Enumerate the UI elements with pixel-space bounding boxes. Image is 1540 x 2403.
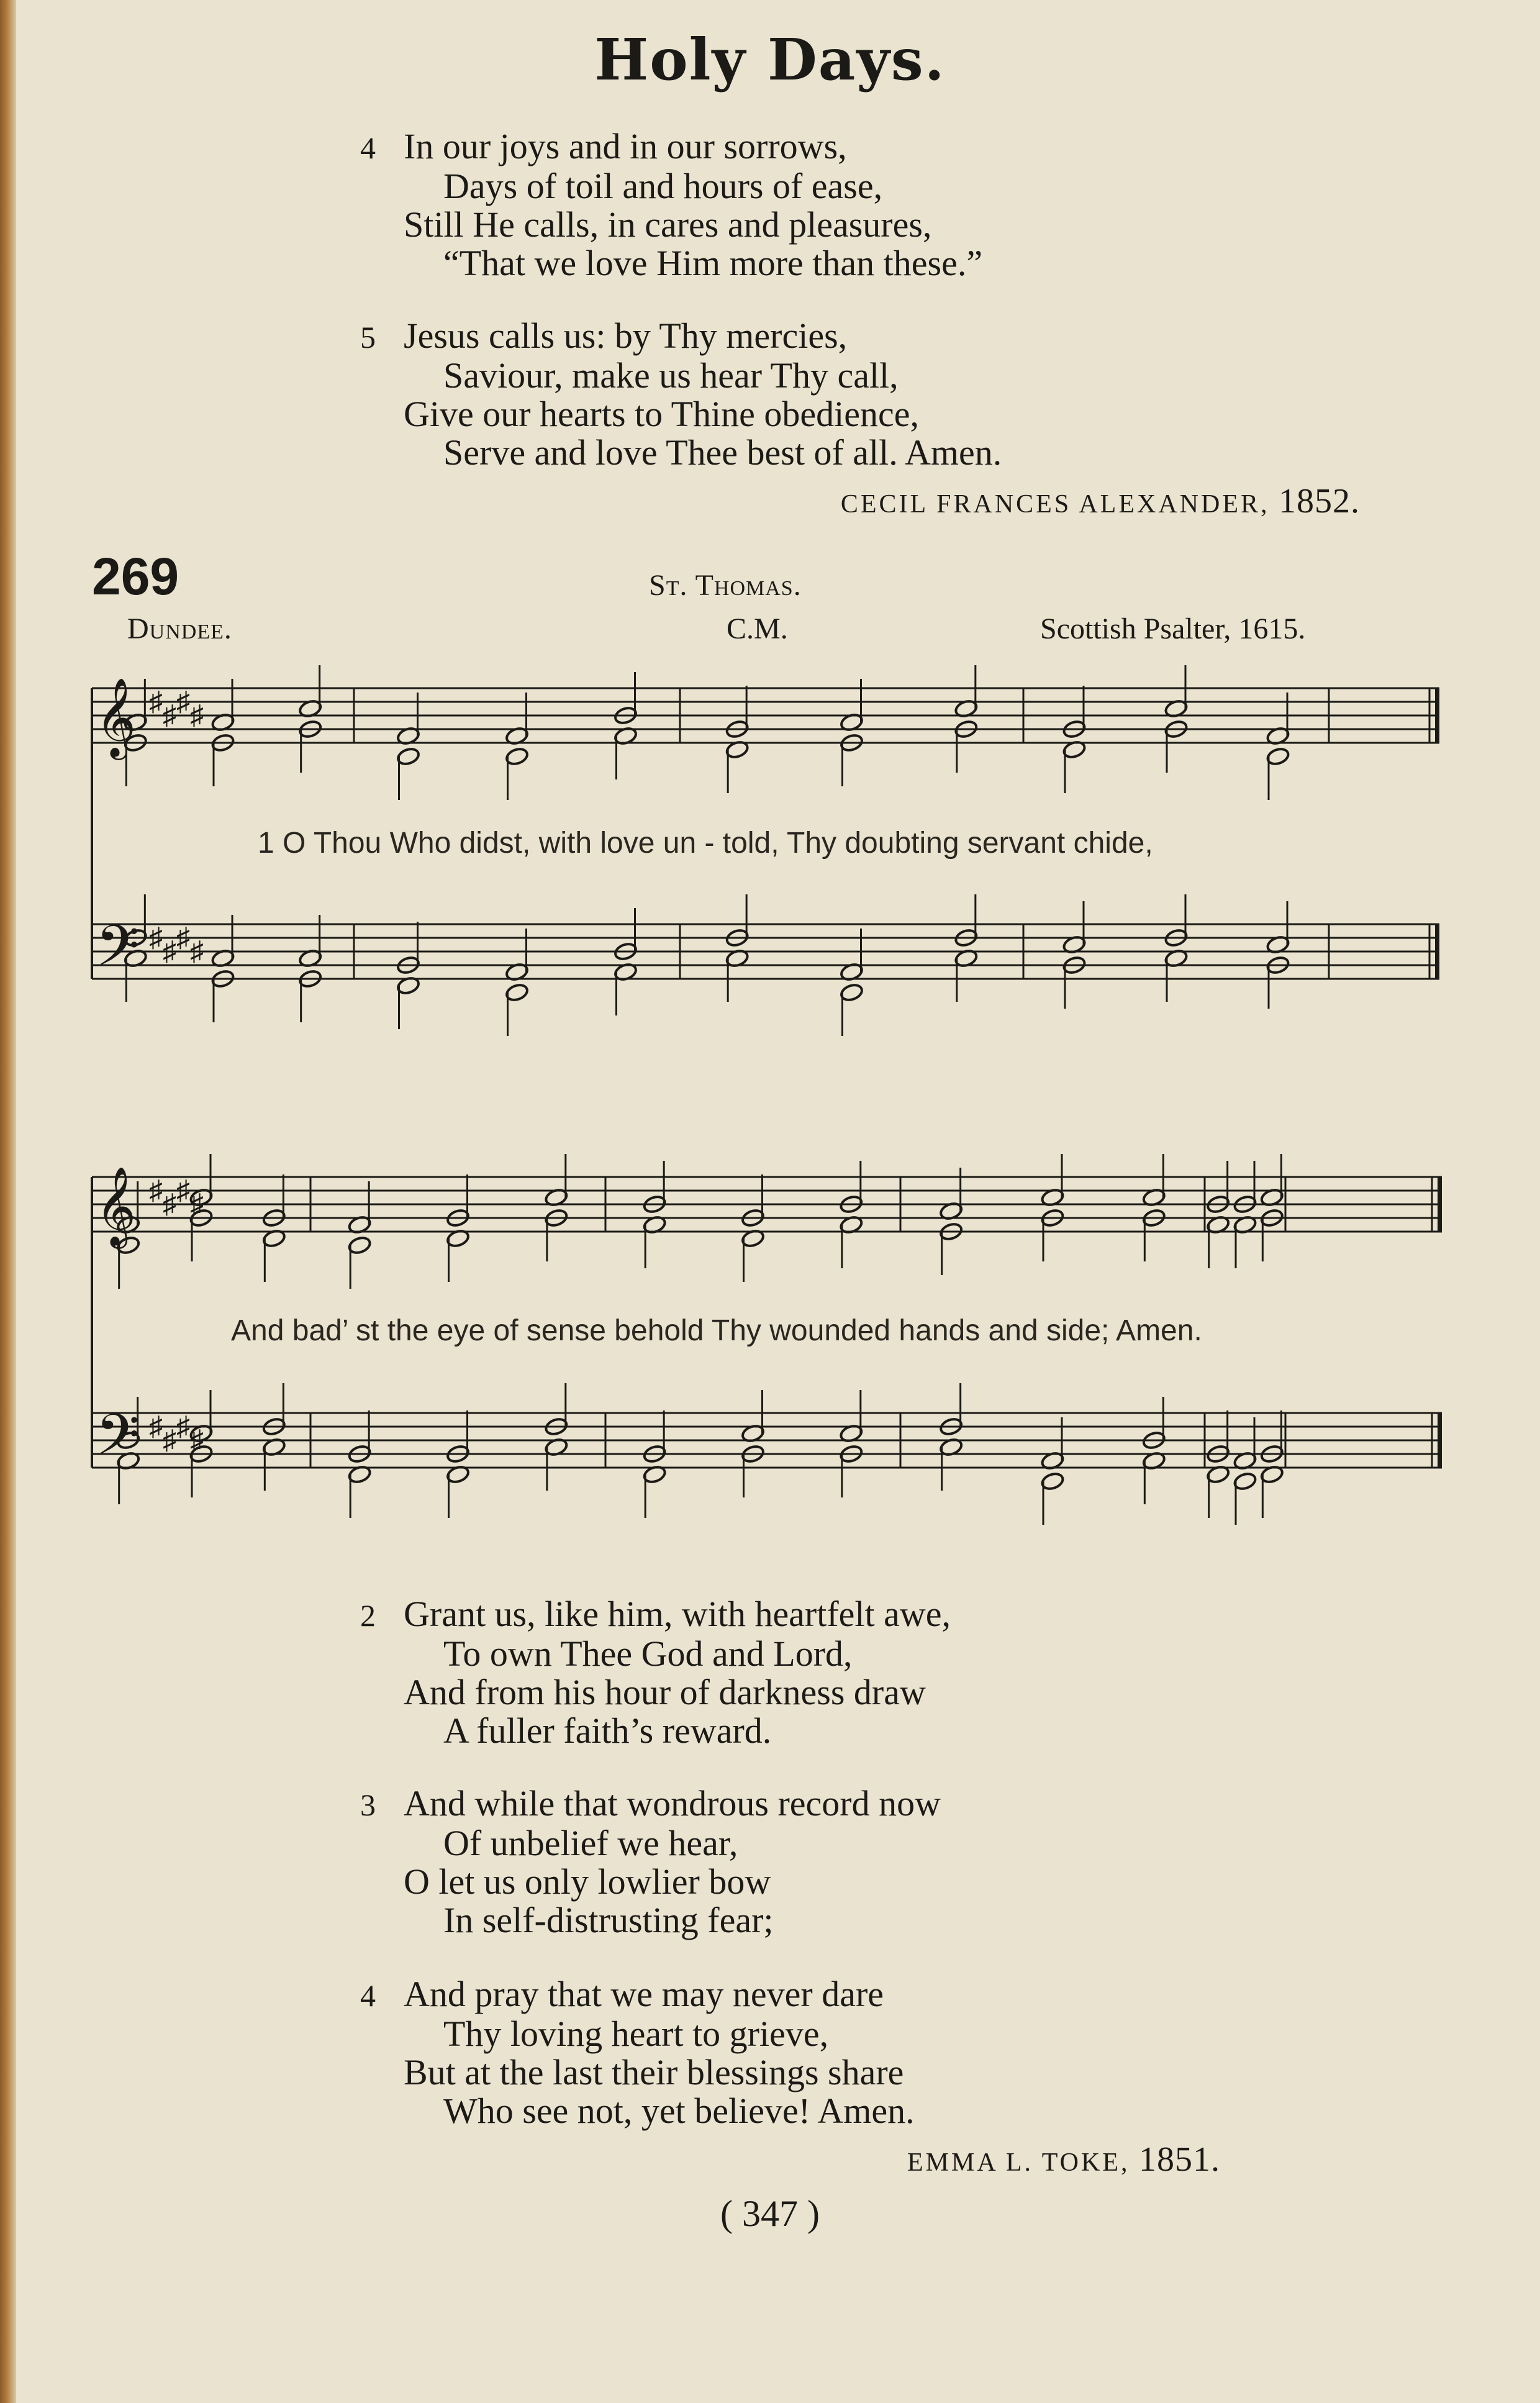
sharp-icon: ♯ — [190, 700, 204, 730]
page-number: ( 347 ) — [720, 2193, 820, 2234]
verse-line: And from his hour of darkness draw — [404, 1672, 926, 1712]
sharp-icon: ♯ — [176, 686, 190, 717]
verse-line: But at the last their blessings share — [404, 2052, 904, 2092]
verse-number: 4 — [360, 1978, 376, 2013]
verse-line: Still He calls, in cares and pleasures, — [404, 204, 932, 245]
sharp-icon: ♯ — [176, 922, 190, 953]
sharp-icon: ♯ — [190, 1425, 204, 1455]
author-year: 1851. — [1139, 2140, 1220, 2179]
page-title: Holy Days. — [594, 26, 946, 93]
author-name: EMMA L. TOKE, — [907, 2148, 1130, 2177]
verse-line: A fuller faith’s reward. — [443, 1710, 772, 1751]
final-bar-line — [1435, 924, 1439, 979]
verse-line: Jesus calls us: by Thy mercies, — [404, 316, 848, 356]
lyrics-line-1: 1 O Thou Who didst, with love un - told, Thy doubting servant chide, — [258, 827, 1153, 860]
tune-source: Scottish Psalter, 1615. — [1040, 612, 1306, 645]
sharp-icon: ♯ — [149, 1411, 163, 1442]
verse-line: In self-distrusting fear; — [443, 1900, 774, 1940]
sharp-icon: ♯ — [149, 1175, 163, 1206]
verse-2 — [360, 1595, 951, 1750]
verse-4 — [360, 1975, 915, 2130]
hymn-number: 269 — [92, 547, 179, 606]
verse-line: Grant us, like him, with heartfelt awe, — [404, 1594, 951, 1634]
verse-line: Who see not, yet believe! Amen. — [443, 2091, 915, 2131]
verse-line: “That we love Him more than these.” — [443, 243, 983, 283]
verse-line: Thy loving heart to grieve, — [443, 2014, 829, 2054]
tune-name: Dundee. — [127, 612, 232, 645]
verse-number: 2 — [360, 1598, 376, 1633]
bass-clef-icon: 𝄢 — [96, 1404, 140, 1480]
verse-3 — [360, 1784, 941, 1940]
treble-clef-icon: 𝄞 — [96, 679, 137, 755]
verse-number: 3 — [360, 1787, 376, 1822]
verse-number: 4 — [360, 130, 376, 165]
verse-line: And while that wondrous record now — [404, 1783, 941, 1824]
treble-clef-icon: 𝄞 — [96, 1168, 137, 1244]
hymn-title: St. Thomas. — [649, 569, 802, 602]
hymn-author — [907, 2140, 1220, 2179]
meter: C.M. — [727, 612, 788, 645]
sharp-icon: ♯ — [163, 700, 176, 730]
final-bar-line — [1435, 688, 1439, 743]
verse-line: Saviour, make us hear Thy call, — [443, 355, 899, 396]
sharp-icon: ♯ — [163, 936, 176, 966]
verse-line: Days of toil and hours of ease, — [443, 166, 883, 206]
verse-line: Give our hearts to Thine obedience, — [404, 394, 919, 434]
verse-line: To own Thee God and Lord, — [443, 1633, 853, 1674]
sharp-icon: ♯ — [190, 936, 204, 966]
verse-number: 5 — [360, 320, 376, 355]
lyrics-line-2: And bad’ st the eye of sense behold Thy wounded hands and side; Amen. — [231, 1314, 1202, 1347]
sharp-icon: ♯ — [149, 922, 163, 953]
sharp-icon: ♯ — [176, 1175, 190, 1206]
final-bar-line — [1438, 1413, 1442, 1468]
author-name: CECIL FRANCES ALEXANDER, — [840, 490, 1270, 519]
sharp-icon: ♯ — [163, 1425, 176, 1455]
bass-clef-icon: 𝄢 — [96, 915, 140, 991]
author-year: 1852. — [1279, 482, 1360, 520]
final-bar-line — [1438, 1177, 1442, 1232]
verse-line: Serve and love Thee best of all. Amen. — [443, 432, 1002, 473]
sharp-icon: ♯ — [149, 686, 163, 717]
verse-line: O let us only lowlier bow — [404, 1861, 771, 1902]
sharp-icon: ♯ — [163, 1189, 176, 1219]
verse-line: And pray that we may never dare — [404, 1974, 884, 2014]
sharp-icon: ♯ — [176, 1411, 190, 1442]
sharp-icon: ♯ — [190, 1189, 204, 1219]
verse-line: Of unbelief we hear, — [443, 1823, 738, 1863]
verse-line: In our joys and in our sorrows, — [404, 126, 847, 166]
